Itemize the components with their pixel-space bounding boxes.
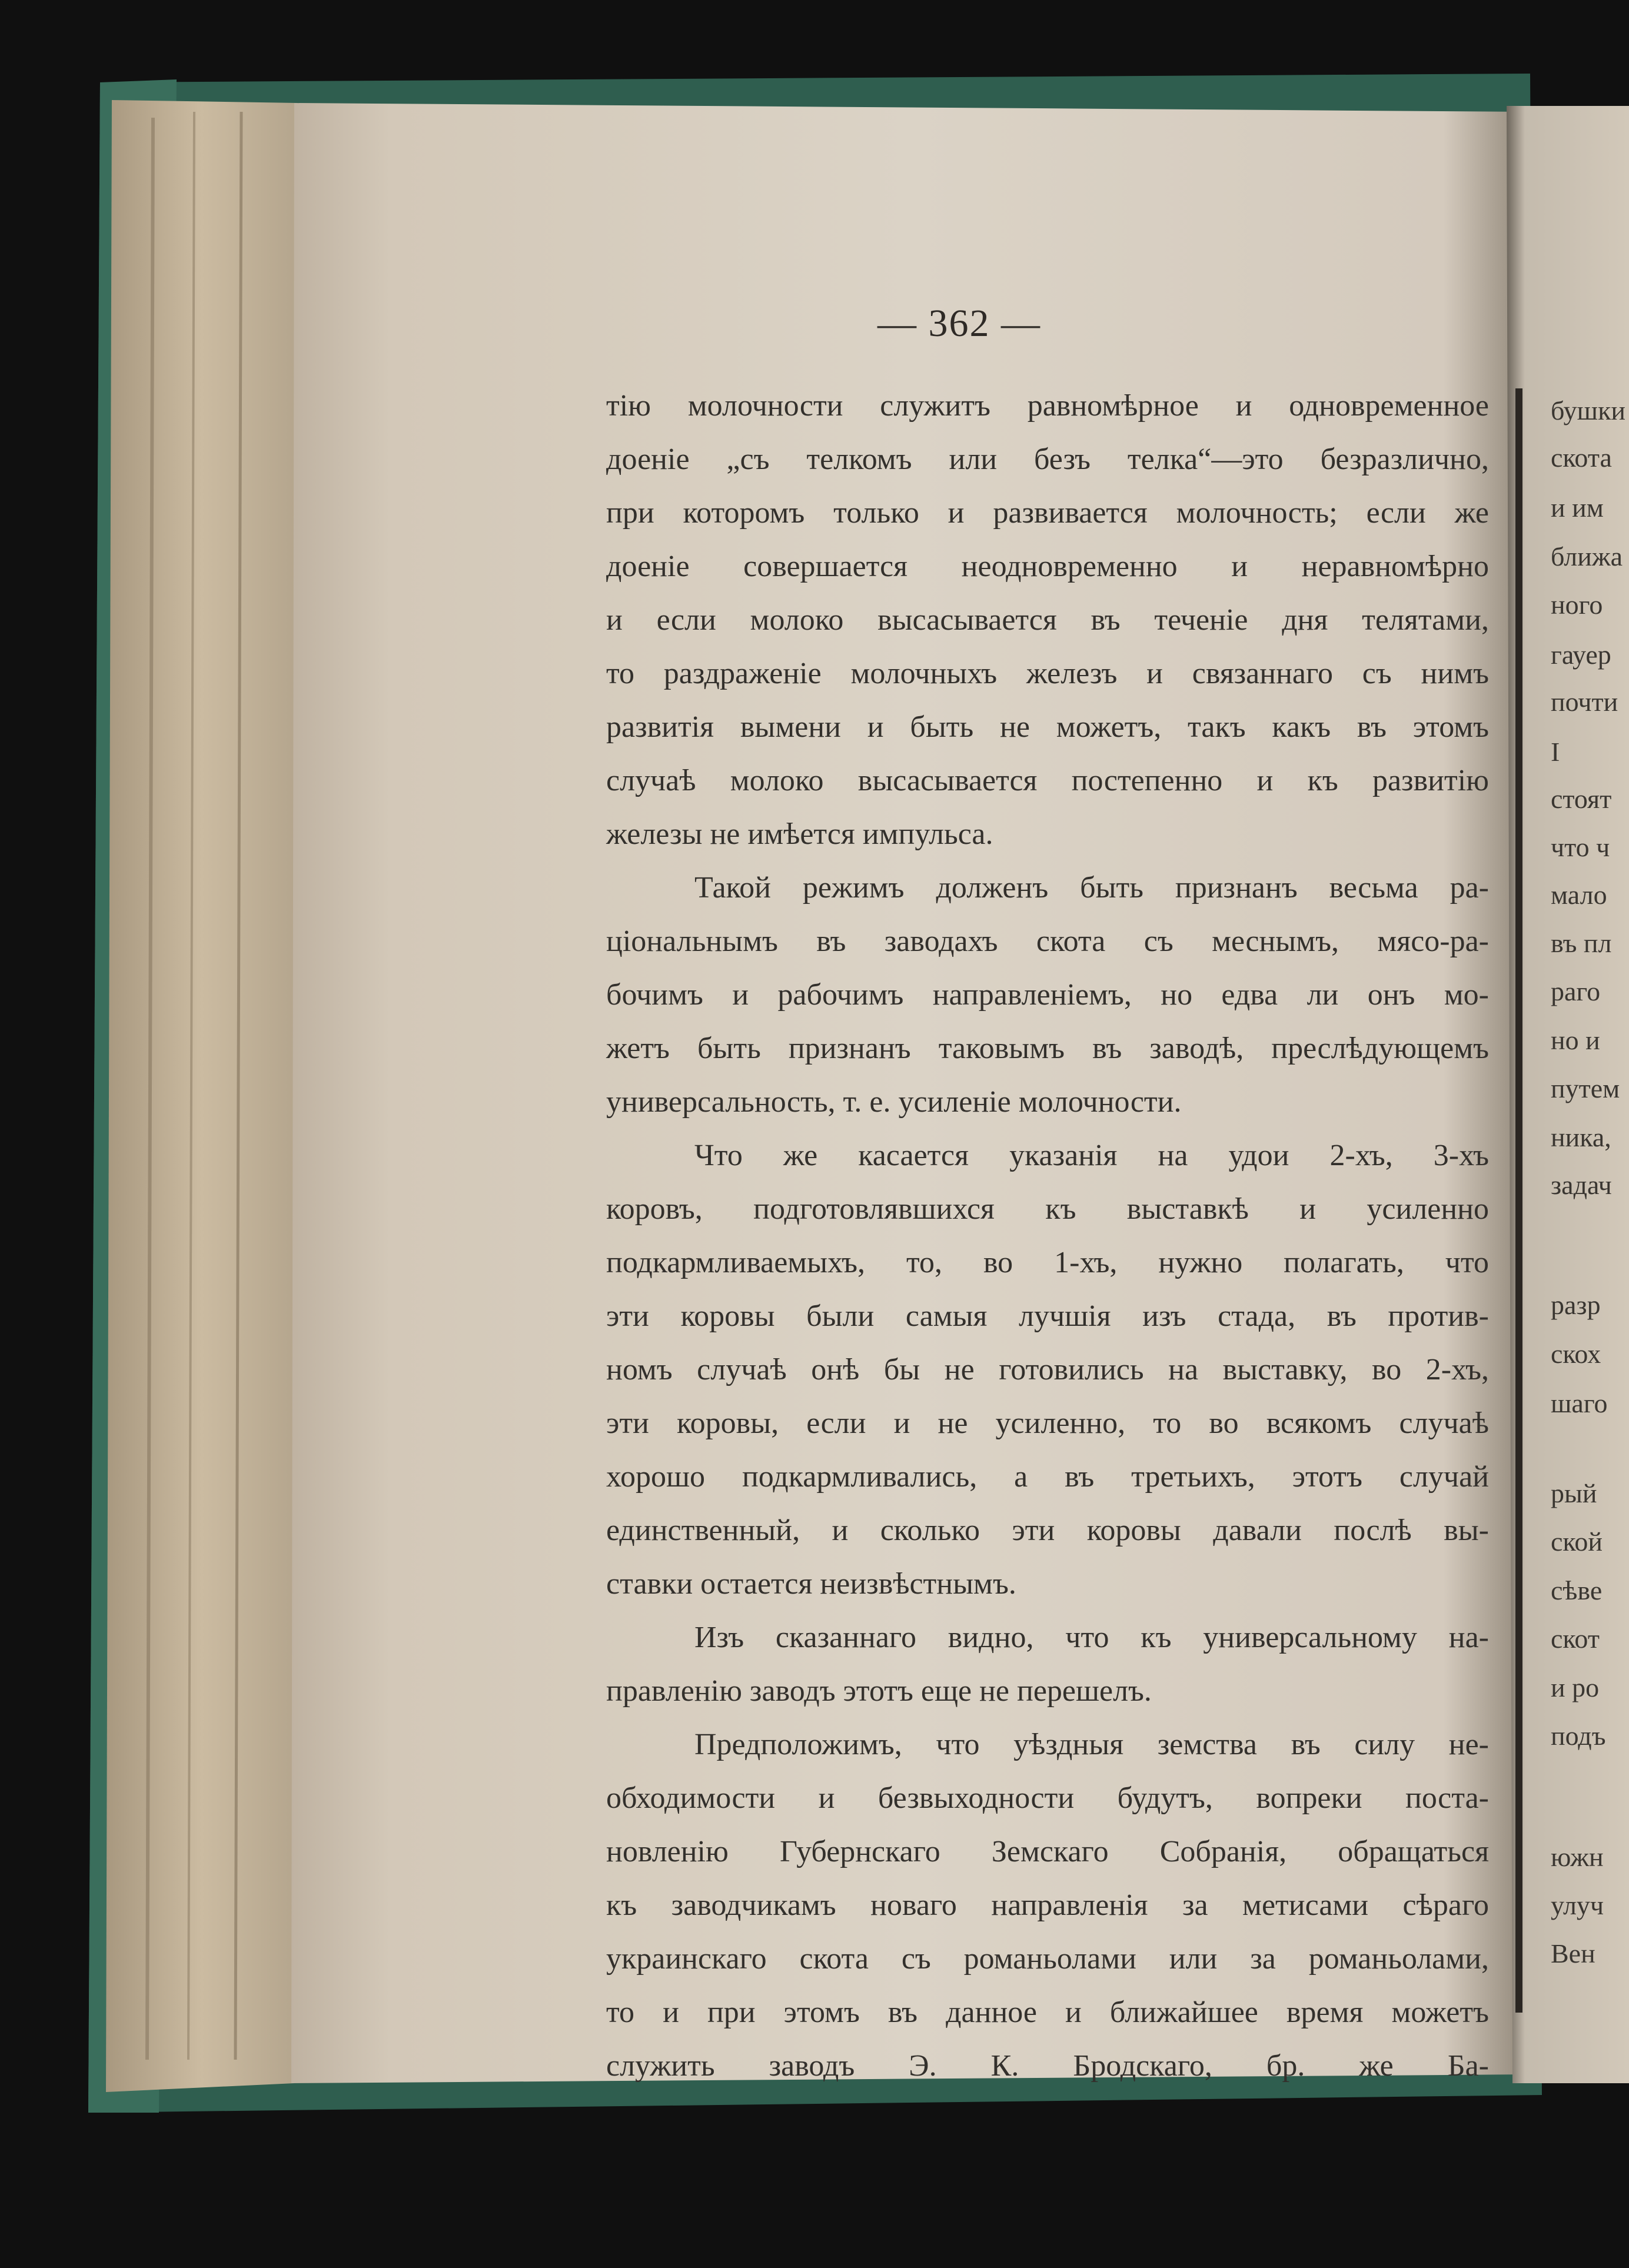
fragment-line: рый	[1551, 1478, 1597, 1508]
text-line: хорошо подкармливались, а въ третьихъ, этотъ случай	[606, 1460, 1489, 1494]
fragment-line: I	[1551, 737, 1560, 767]
fragment-line: путем	[1551, 1073, 1620, 1103]
text-line: железы не имѣется импульса.	[606, 817, 993, 851]
text-line: и если молоко высасывается въ теченіе дня телятами,	[606, 603, 1489, 637]
fragment-line: мало	[1551, 880, 1607, 910]
text-line: эти коровы были самыя лучшія изъ стада, въ против-	[606, 1299, 1489, 1333]
fragment-line: ника,	[1551, 1122, 1611, 1152]
fragment-line: и ро	[1551, 1672, 1600, 1702]
fragment-line: раго	[1551, 976, 1601, 1006]
text-line: бочимъ и рабочимъ направленіемъ, но едва ли онъ мо-	[606, 978, 1489, 1012]
text-line: случаѣ молоко высасывается постепенно и къ развитію	[606, 764, 1489, 797]
fragment-line: гауер	[1551, 640, 1611, 670]
text-line: обходимости и безвыходности будутъ, вопреки поста-	[606, 1781, 1489, 1815]
text-line: коровъ, подготовлявшихся къ выставкѣ и усиленно	[606, 1192, 1489, 1226]
text-line: ціональнымъ въ заводахъ скота съ меснымъ, мясо-ра-	[606, 925, 1489, 958]
fragment-line: скот	[1551, 1624, 1600, 1654]
page-number: — 362 —	[877, 302, 1041, 345]
fragment-line: стоят	[1551, 784, 1612, 814]
text-line: Что же касается указанія на удои 2-хъ, 3-хъ	[694, 1139, 1489, 1172]
text-line: украинскаго скота съ романьолами или за романьолами,	[606, 1942, 1489, 1976]
fragment-line: но и	[1551, 1025, 1600, 1055]
fragment-line: улуч	[1551, 1890, 1604, 1920]
text-line: универсальность, т. е. усиленіе молочности.	[606, 1085, 1182, 1119]
text-line: Предположимъ, что уѣздныя земства въ силу не-	[694, 1728, 1489, 1761]
text-line: подкармливаемыхъ, то, во 1-хъ, нужно полагать, что	[606, 1246, 1489, 1279]
text-line: доеніе совершается неодновременно и неравномѣрно	[606, 550, 1489, 583]
fragment-line: скота	[1551, 443, 1612, 473]
text-line: Такой режимъ долженъ быть признанъ весьма ра-	[694, 871, 1489, 904]
fragment-line: сѣве	[1551, 1575, 1603, 1605]
fragment-line: бушки	[1551, 395, 1626, 425]
fragment-line: подъ	[1551, 1721, 1606, 1751]
fragment-line: южн	[1551, 1842, 1604, 1872]
fragment-line: что ч	[1551, 832, 1610, 862]
text-line: ставки остается неизвѣстнымъ.	[606, 1567, 1016, 1601]
text-line: то раздраженіе молочныхъ железъ и связаннаго съ нимъ	[606, 657, 1489, 690]
text-line: при которомъ только и развивается молочность; если же	[606, 496, 1489, 530]
text-line: единственный, и сколько эти коровы давали послѣ вы-	[606, 1514, 1489, 1547]
text-line: номъ случаѣ онѣ бы не готовились на выставку, во 2-хъ,	[606, 1353, 1489, 1386]
text-line: тію молочности служитъ равномѣрное и одновременное	[606, 389, 1489, 423]
page-edges	[106, 100, 297, 2092]
text-line: развитія вымени и быть не можетъ, такъ какъ въ этомъ	[606, 710, 1489, 744]
text-line: новленію Губернскаго Земскаго Собранія, обращаться	[606, 1835, 1489, 1868]
text-line: то и при этомъ въ данное и ближайшее время можетъ	[606, 1996, 1489, 2029]
text-line: эти коровы, если и не усиленно, то во всякомъ случаѣ	[606, 1406, 1489, 1440]
text-line: правленію заводъ этотъ еще не перешелъ.	[606, 1674, 1152, 1708]
fragment-line: задач	[1551, 1170, 1612, 1200]
fragment-line: въ пл	[1551, 928, 1612, 958]
text-line: жетъ быть признанъ таковымъ въ заводѣ, преслѣдующемъ	[606, 1032, 1489, 1065]
fragment-line: скох	[1551, 1339, 1601, 1369]
fragment-line: почти	[1551, 687, 1618, 717]
text-line: Изъ сказаннаго видно, что къ универсальному на-	[694, 1621, 1489, 1654]
text-line: къ заводчикамъ новаго направленія за метисами сѣраго	[606, 1888, 1489, 1922]
fragment-line: ближа	[1551, 541, 1623, 571]
fragment-line: ного	[1551, 590, 1603, 620]
text-line: служить заводъ Э. К. Бродскаго, бр. же Ба-	[606, 2049, 1489, 2083]
fragment-line: Вен	[1551, 1938, 1595, 1968]
text-line: доеніе „съ телкомъ или безъ телка“—это безразлично,	[606, 443, 1489, 476]
fragment-line: ской	[1551, 1527, 1603, 1557]
fragment-line: разр	[1551, 1290, 1601, 1320]
fragment-line: и им	[1551, 493, 1604, 523]
fragment-line: шаго	[1551, 1388, 1608, 1418]
